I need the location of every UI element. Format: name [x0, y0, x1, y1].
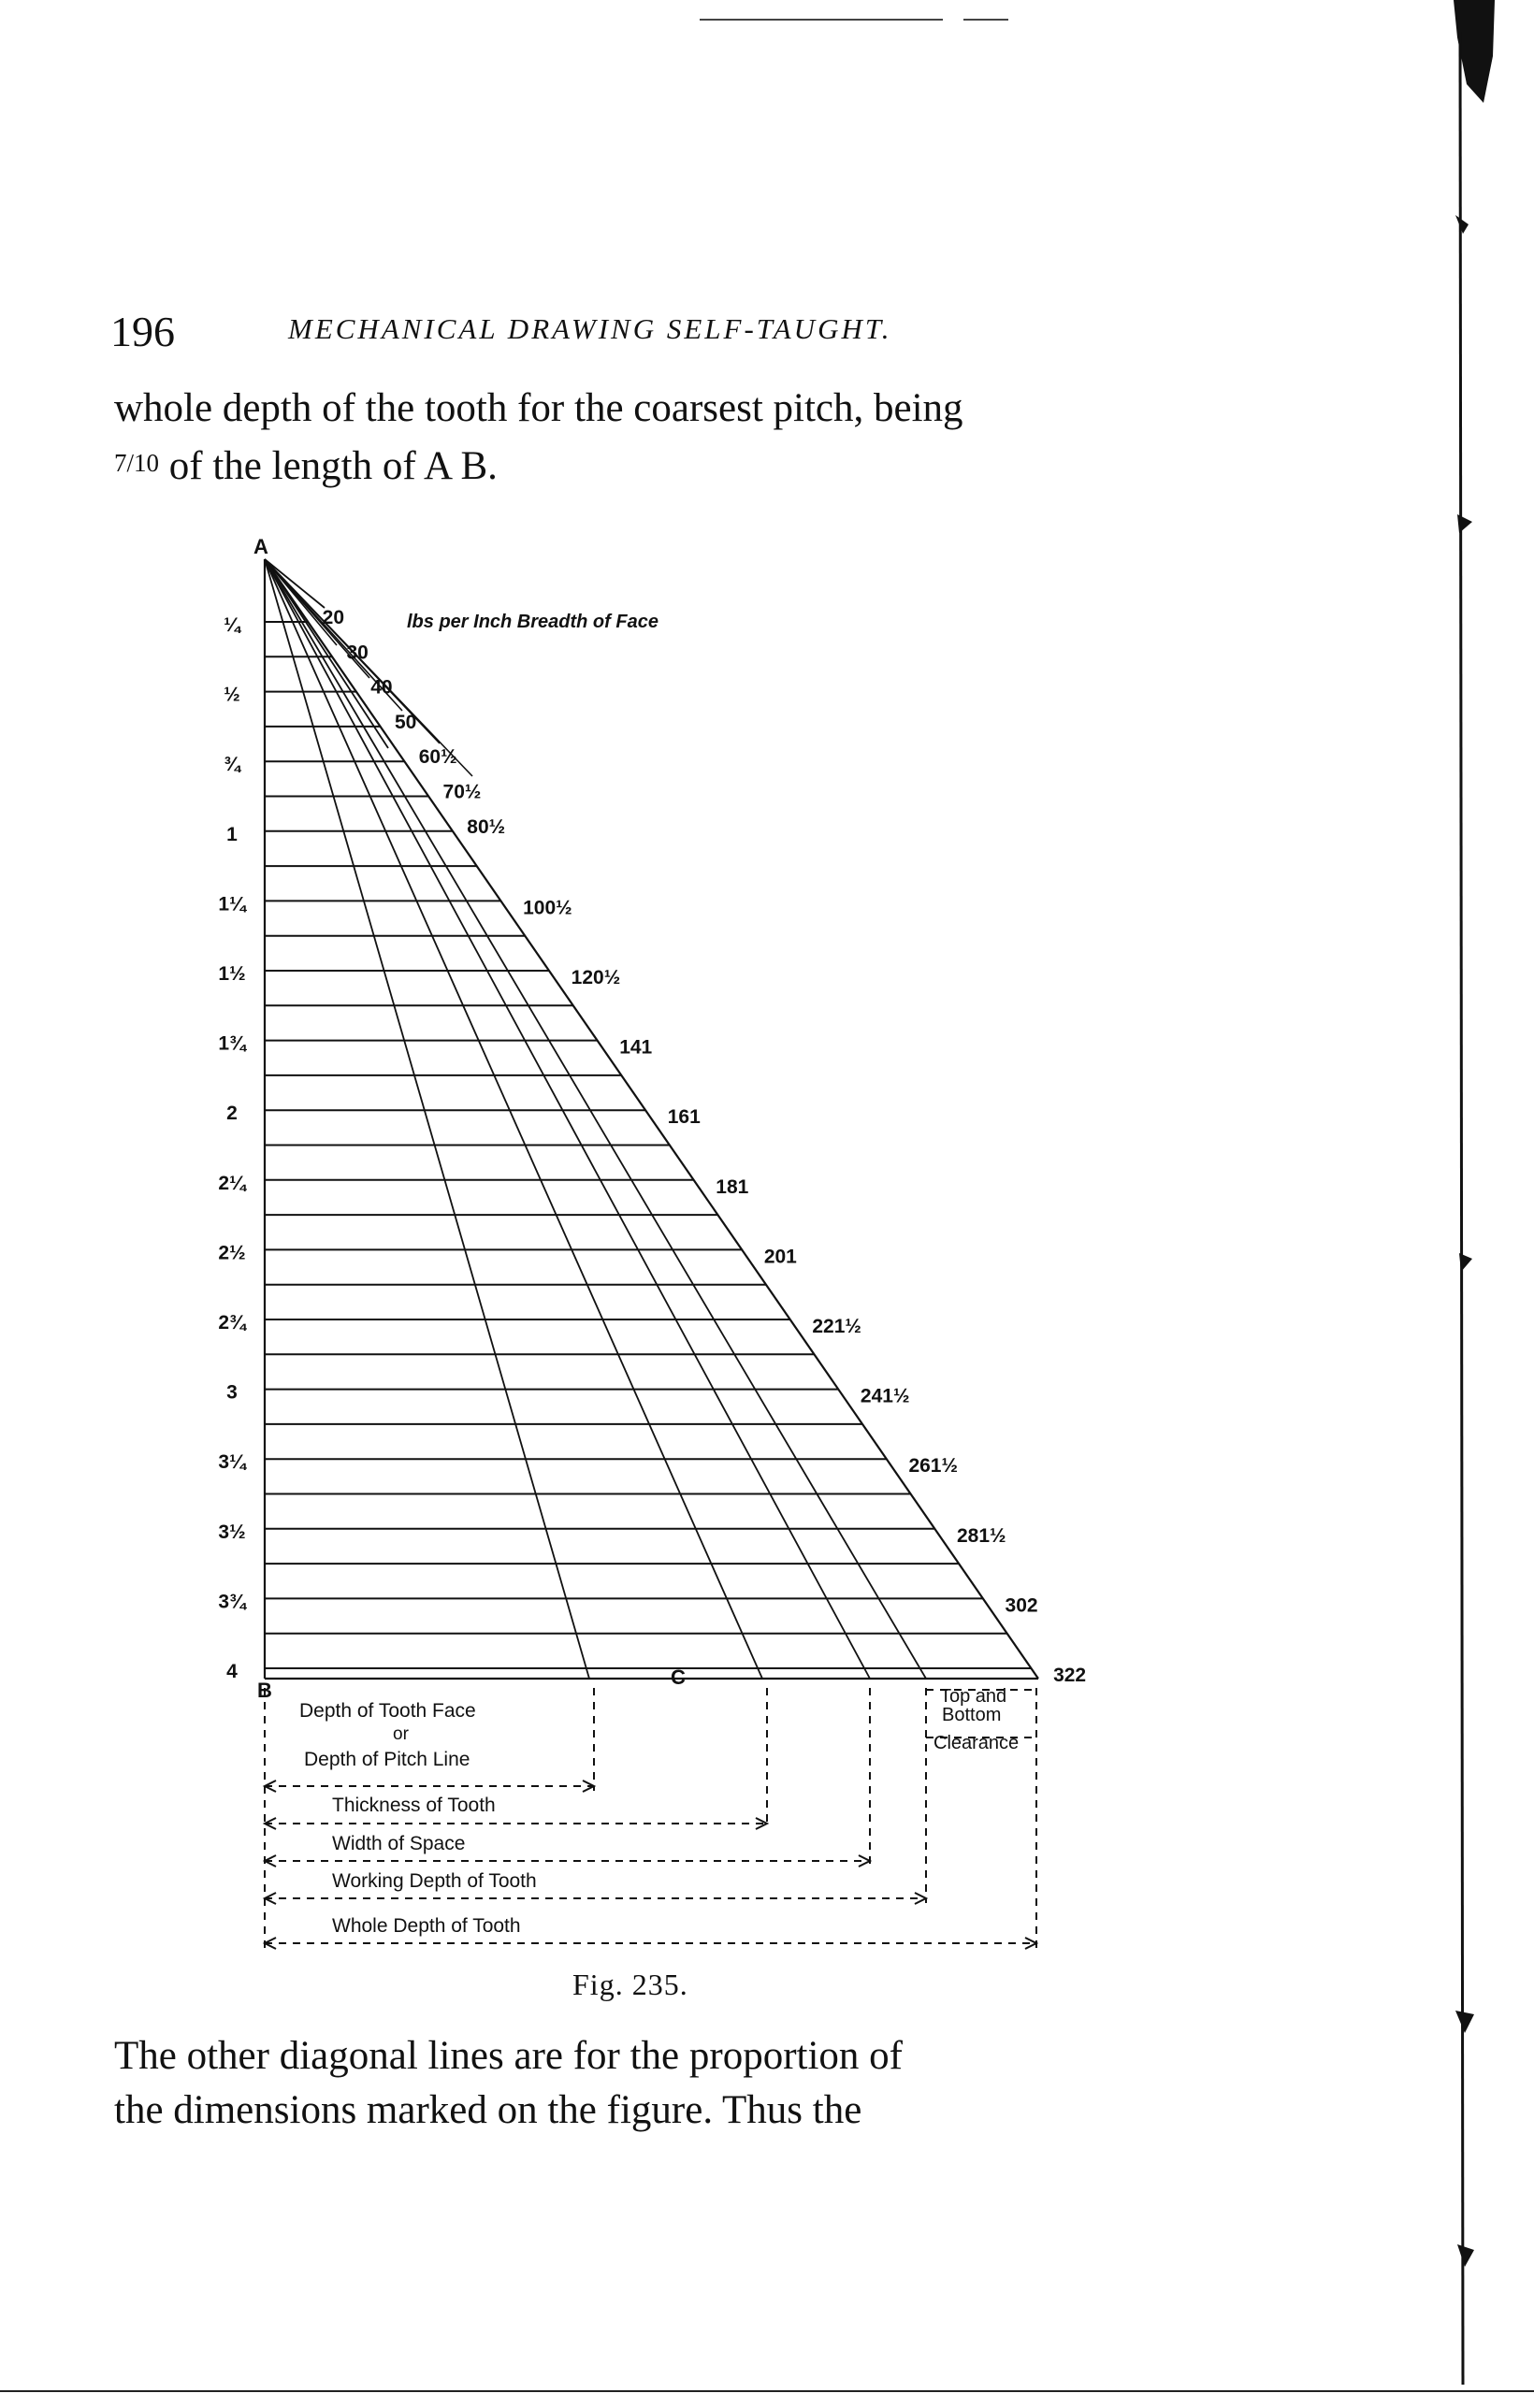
strength-label: 241½: [860, 1385, 910, 1407]
pitch-label: 1¾: [218, 1032, 246, 1055]
running-title: MECHANICAL DRAWING SELF-TAUGHT.: [288, 312, 892, 345]
strength-label: 70½: [442, 781, 482, 803]
diagram-grid: [265, 559, 1038, 1679]
pitch-label: 3¼: [218, 1451, 246, 1474]
paragraph-intro-line-1: whole depth of the tooth for the coarsest pitch, being: [114, 386, 963, 430]
label-whole-depth: Whole Depth of Tooth: [332, 1915, 521, 1937]
strength-label: 181: [716, 1175, 749, 1198]
diagonal-working-depth: [265, 559, 926, 1679]
pitch-label: 3½: [218, 1521, 246, 1543]
strength-label: 60½: [418, 746, 457, 769]
page-number: 196: [110, 308, 175, 355]
strength-label: 40: [370, 676, 393, 699]
strength-label: 50: [394, 711, 417, 733]
pitch-label: ¼: [224, 614, 240, 636]
scan-bottom-rule: [0, 2390, 1534, 2392]
diagram-labels: [218, 535, 1086, 1937]
hypotenuse-line: [265, 559, 1038, 1679]
header-label-lbs-per-inch: lbs per Inch Breadth of Face: [407, 612, 658, 632]
strength-label: 261½: [908, 1455, 959, 1478]
diagonal-depth-face: [265, 559, 325, 608]
strength-label: 141: [619, 1036, 653, 1059]
scanned-page-edge: [1446, 0, 1534, 2408]
pitch-label: 1¼: [218, 893, 246, 916]
figure-caption: Fig. 235.: [572, 1968, 688, 2001]
pitch-label: 2: [226, 1103, 238, 1125]
paragraph-body: [114, 2029, 903, 2138]
label-width-space: Width of Space: [332, 1833, 466, 1854]
strength-label: 302: [1005, 1594, 1038, 1617]
diagonal-line-2: [265, 559, 388, 748]
strength-label: 281½: [956, 1524, 1006, 1547]
pitch-label: 1½: [218, 963, 246, 985]
pitch-label: 3: [226, 1381, 238, 1404]
diagonal-width-space: [265, 559, 870, 1679]
pitch-label: 1: [226, 823, 238, 845]
pitch-label: 2½: [218, 1242, 246, 1264]
strength-label: 100½: [523, 897, 572, 919]
pitch-label: ½: [224, 684, 240, 706]
pitch-label: 2¼: [218, 1172, 246, 1194]
strength-label: 20: [322, 607, 345, 628]
strength-label: 80½: [467, 815, 506, 838]
label-bottom: Bottom: [942, 1705, 1002, 1725]
label-thickness-tooth: Thickness of Tooth: [332, 1795, 496, 1816]
point-label-a: A: [253, 535, 268, 558]
fraction-seven-tenths: 7/10: [114, 449, 160, 477]
pitch-label: 2¾: [218, 1312, 246, 1334]
label-top-and: Top and: [940, 1686, 1007, 1707]
label-clearance: Clearance: [933, 1733, 1020, 1753]
paragraph-body-line-1: The other diagonal lines are for the proportion of: [114, 2034, 903, 2078]
strength-label: 120½: [571, 967, 621, 988]
diagonal-depth-pitch: [265, 559, 589, 1679]
pitch-label: 3¾: [218, 1591, 246, 1613]
paragraph-intro-line-2-text: of the length of A B.: [168, 444, 498, 488]
label-depth-pitch-line: Depth of Pitch Line: [304, 1749, 470, 1770]
point-label-c: C: [671, 1665, 686, 1689]
point-label-b: B: [257, 1679, 272, 1702]
label-or: or: [393, 1724, 409, 1744]
pitch-label: 4: [226, 1661, 238, 1682]
paragraph-body-line-2: the dimensions marked on the figure. Thus the: [114, 2088, 862, 2132]
strength-label: 30: [346, 642, 369, 664]
label-depth-tooth-face: Depth of Tooth Face: [299, 1700, 476, 1722]
strength-label: 322: [1053, 1665, 1087, 1686]
strength-label: 201: [763, 1246, 797, 1268]
label-working-depth: Working Depth of Tooth: [332, 1870, 537, 1892]
pitch-label: ¾: [224, 754, 240, 776]
strength-label: 221½: [812, 1316, 861, 1337]
strength-label: 161: [667, 1106, 701, 1129]
